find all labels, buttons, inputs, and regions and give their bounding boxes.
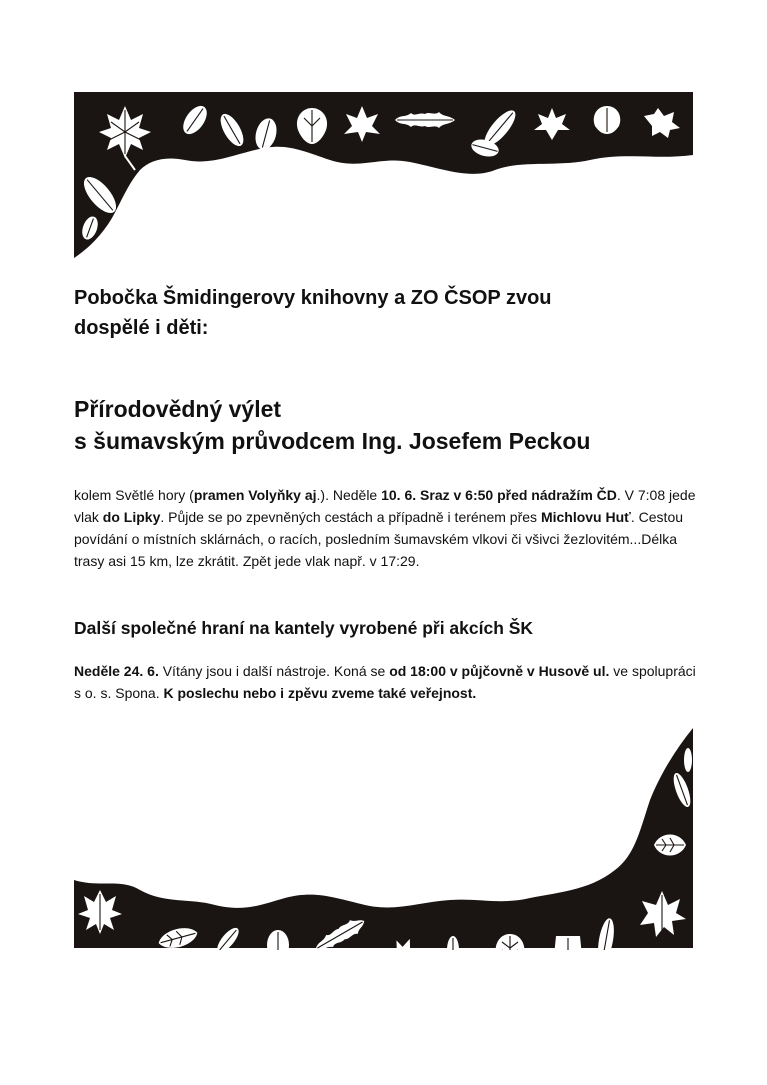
trip-bold-2: 10. 6. Sraz v 6:50 před nádražím ČD xyxy=(381,487,617,503)
trip-bold-1: pramen Volyňky aj xyxy=(193,487,317,503)
kantele-text-1: Vítány jsou i další nástroje. Koná se xyxy=(158,663,390,679)
kantele-bold-2: od 18:00 v půjčovně v Husově ul. xyxy=(389,663,610,679)
trip-text-4: . Půjde se po zpevněných cestách a případně i terénem přes xyxy=(160,509,541,525)
bottom-band-shape xyxy=(74,728,693,948)
kantele-heading: Další společné hraní na kantely vyrobené při akcích ŠK xyxy=(74,618,534,638)
trip-text-1: kolem Světlé hory ( xyxy=(74,487,194,503)
trip-title xyxy=(74,393,704,457)
top-leaf-border xyxy=(0,0,767,265)
trip-title-line-2: s šumavským průvodcem Ing. Josefem Peckou xyxy=(74,428,591,454)
trip-description xyxy=(74,484,704,572)
bottom-leaf-border xyxy=(0,720,767,950)
invitation-line-1: Pobočka Šmidingerovy knihovny a ZO ČSOP zvou xyxy=(74,287,552,309)
trip-text-2: .). Neděle xyxy=(316,487,382,503)
trip-text-5: . Cestou povídání o místních sklárnách, o racích, posledním šumavském vlkovi či všivci žezlovitém...Délka trasy asi 15 km, lze zkrátit. Zpět jede vlak např. v 17:29. xyxy=(74,509,684,569)
kantele-description xyxy=(74,660,704,704)
kantele-text-2: ve spolupráci s o. s. Spona. xyxy=(74,663,696,701)
trip-title-line-1: Přírodovědný výlet xyxy=(74,396,282,422)
trip-bold-4: Michlovu Huť xyxy=(540,509,631,525)
kantele-bold-3: K poslechu nebo i zpěvu zveme také veřejnost. xyxy=(163,685,477,701)
trip-text-3: . V 7:08 jede vlak xyxy=(74,487,696,525)
trip-bold-3: do Lipky xyxy=(102,509,161,525)
kantele-bold-1: Neděle 24. 6. xyxy=(74,663,159,679)
invitation-line-2: dospělé i děti: xyxy=(74,317,209,339)
invitation-text xyxy=(74,283,704,343)
